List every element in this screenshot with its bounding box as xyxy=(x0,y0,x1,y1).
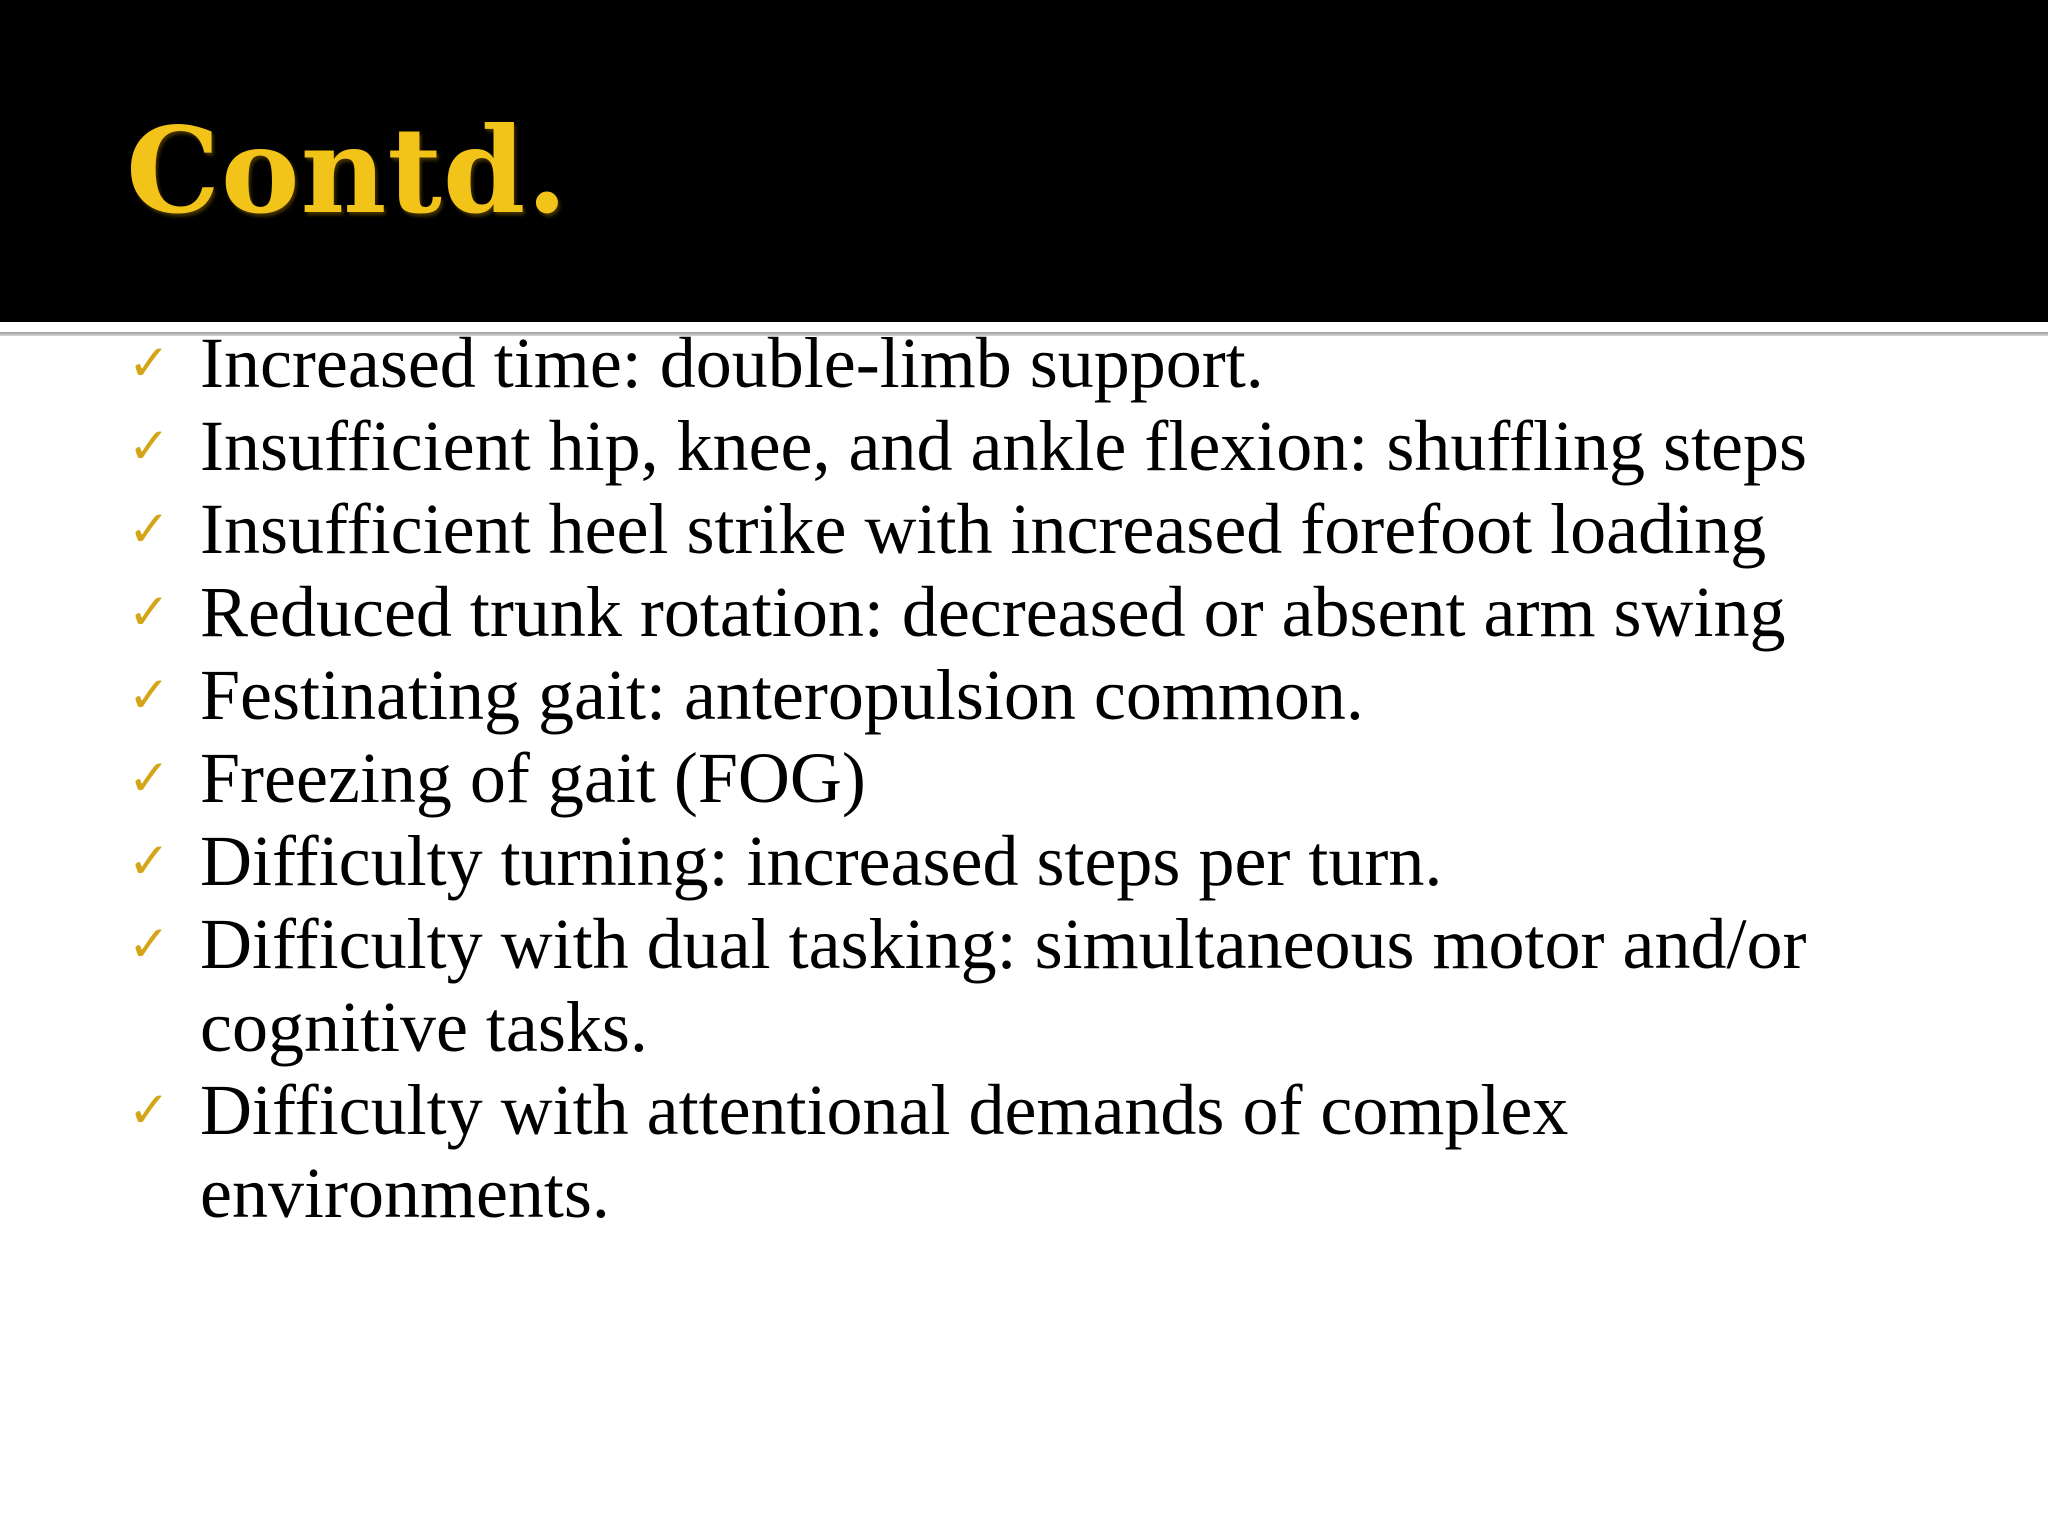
bullet-text: Difficulty turning: increased steps per turn. xyxy=(200,821,1443,901)
bullet-text: Insufficient hip, knee, and ankle flexion: shuffling steps xyxy=(200,406,1807,486)
check-icon: ✓ xyxy=(128,500,170,558)
bullet-item xyxy=(0,322,2048,405)
check-icon: ✓ xyxy=(128,417,170,475)
bullet-item xyxy=(0,654,2048,737)
bullet-text: Difficulty with dual tasking: simultaneous motor and/or cognitive tasks. xyxy=(200,904,1807,1067)
bullet-text: Reduced trunk rotation: decreased or absent arm swing xyxy=(200,572,1786,652)
bullet-item xyxy=(0,571,2048,654)
bullet-list xyxy=(0,322,2048,1235)
check-icon: ✓ xyxy=(128,583,170,641)
bullet-item xyxy=(0,903,2048,1069)
bullet-text: Festinating gait: anteropulsion common. xyxy=(200,655,1364,735)
bullet-text: Insufficient heel strike with increased forefoot loading xyxy=(200,489,1767,569)
check-icon: ✓ xyxy=(128,334,170,392)
title-bar xyxy=(0,0,2048,322)
check-icon: ✓ xyxy=(128,1081,170,1139)
check-icon: ✓ xyxy=(128,749,170,807)
bullet-item xyxy=(0,405,2048,488)
bullet-item xyxy=(0,737,2048,820)
bullet-text: Increased time: double-limb support. xyxy=(200,323,1264,403)
bullet-item xyxy=(0,488,2048,571)
bullet-item xyxy=(0,820,2048,903)
check-icon: ✓ xyxy=(128,666,170,724)
slide-title: Contd. xyxy=(126,101,569,240)
check-icon: ✓ xyxy=(128,832,170,890)
bullet-text: Difficulty with attentional demands of complex environments. xyxy=(200,1070,1569,1233)
check-icon: ✓ xyxy=(128,915,170,973)
bullet-item xyxy=(0,1069,2048,1235)
bullet-text: Freezing of gait (FOG) xyxy=(200,738,866,818)
